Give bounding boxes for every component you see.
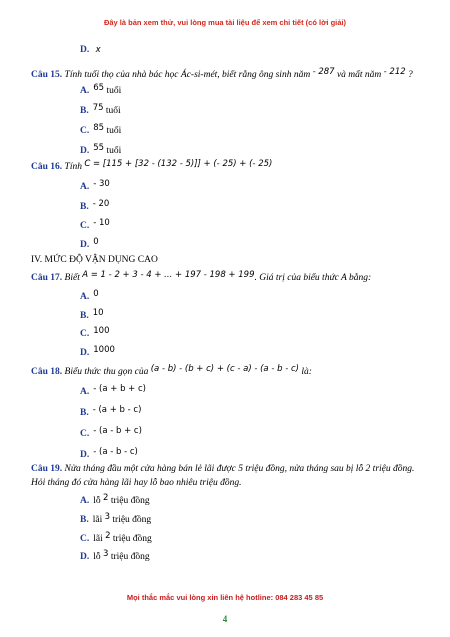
option-text: lỗ: [93, 496, 101, 506]
option-label: D.: [80, 348, 90, 358]
q19-option-c: [80, 531, 152, 544]
question-text: Tính: [64, 162, 82, 172]
option-label: D.: [80, 240, 90, 250]
option-label: A.: [80, 496, 90, 506]
page-header: Đây là bản xem thử, vui lòng mua tài liệu để xem chi tiết (có lời giải): [103, 18, 347, 27]
q17-option-a: [80, 289, 99, 302]
option-label: A.: [80, 86, 90, 96]
option-value: x: [95, 45, 101, 55]
option-label: C.: [80, 329, 90, 339]
q18-option-d: [80, 447, 138, 460]
option-value: 10: [92, 308, 104, 318]
option-unit: triệu đồng: [112, 534, 152, 544]
question-text: Biết: [64, 273, 80, 283]
option-value: - 20: [92, 199, 110, 209]
option-value: - 30: [93, 179, 110, 189]
option-label: B.: [80, 408, 89, 418]
option-label: C.: [80, 429, 90, 439]
death-year: - 212: [383, 67, 406, 77]
q18-option-a: [80, 384, 146, 397]
option-value: 0: [93, 237, 99, 247]
q16-option-c: [80, 218, 110, 231]
option-unit: tuổi: [106, 126, 122, 136]
option-value: - (a - b + c): [93, 426, 142, 436]
option-label: D.: [80, 552, 90, 562]
q16-option-d: [80, 237, 99, 250]
q19-option-a: [80, 493, 150, 506]
expression: C = [115 + [32 - (132 - 5)]] + (- 25) + (- 25): [84, 159, 273, 169]
option-value: - (a - b - c): [93, 447, 138, 457]
option-label: D.: [80, 146, 90, 156]
q19-stem: [31, 462, 421, 490]
option-number: 3: [104, 512, 111, 522]
option-label: A.: [80, 387, 90, 397]
expression: A = 1 - 2 + 3 - 4 + ... + 197 - 198 + 199: [82, 270, 255, 280]
section-heading: IV. MỨC ĐỘ VẬN DỤNG CAO: [31, 255, 158, 265]
option-value: - (a + b - c): [92, 405, 142, 415]
option-unit: triệu đồng: [112, 515, 152, 525]
q16-option-b: [80, 199, 110, 212]
option-label: B.: [80, 515, 89, 525]
question-label: Câu 15.: [31, 70, 63, 80]
question-label: Câu 19.: [31, 464, 63, 474]
option-unit: triệu đồng: [110, 552, 150, 562]
q18-stem: [31, 364, 312, 377]
option-label: C.: [80, 534, 90, 544]
q19-option-b: [80, 512, 152, 525]
q17-stem: [31, 270, 372, 283]
question-text: là:: [301, 367, 312, 377]
question-text: Tính tuổi thọ của nhà bác học Ác-si-mét, biết rằng ông sinh năm: [64, 70, 311, 80]
q15-option-d: [80, 143, 122, 156]
q19-option-d: [80, 549, 150, 562]
option-label: B.: [80, 202, 89, 212]
option-label: D.: [80, 45, 90, 55]
q15-stem: [31, 67, 413, 80]
option-label: C.: [80, 221, 90, 231]
q15-option-c: [80, 123, 122, 136]
birth-year: - 287: [312, 67, 335, 77]
question-text: . Giá trị của biểu thức A bằng:: [254, 273, 372, 283]
q17-option-b: [80, 308, 104, 321]
q18-option-b: [80, 405, 142, 418]
option-text: lãi: [92, 515, 103, 525]
option-value: 1000: [93, 345, 115, 355]
q16-stem: [31, 159, 273, 172]
option-label: B.: [80, 311, 89, 321]
option-number: 75: [92, 103, 104, 113]
option-label: A.: [80, 182, 90, 192]
question-text: và mất năm: [336, 70, 382, 80]
option-value: 0: [93, 289, 99, 299]
expression: (a - b) - (b + c) + (c - a) - (a - b - c): [150, 364, 299, 374]
option-label: D.: [80, 450, 90, 460]
q16-option-a: [80, 179, 110, 192]
option-unit: tuổi: [106, 146, 122, 156]
option-number: 3: [103, 549, 109, 559]
question-label: Câu 17.: [31, 273, 63, 283]
option-unit: triệu đồng: [110, 496, 150, 506]
option-label: B.: [80, 106, 89, 116]
question-text: ?: [408, 70, 413, 80]
page-number: 4: [222, 614, 228, 624]
option-text: lỗ: [93, 552, 101, 562]
option-text: lãi: [93, 534, 103, 544]
option-label: C.: [80, 126, 90, 136]
q15-option-a: [80, 83, 122, 96]
option-number: 2: [105, 531, 111, 541]
option-label: A.: [80, 292, 90, 302]
option-value: 100: [93, 326, 110, 336]
option-number: 55: [93, 143, 105, 153]
page-footer: Mọi thắc mắc vui lòng xin liên hệ hotline: 084 283 45 85: [126, 593, 324, 602]
option-number: 2: [103, 493, 109, 503]
question-label: Câu 18.: [31, 367, 63, 377]
q18-option-c: [80, 426, 142, 439]
option-value: - (a + b + c): [93, 384, 146, 394]
q17-option-c: [80, 326, 110, 339]
option-value: - 10: [93, 218, 110, 228]
question-label: Câu 16.: [31, 162, 63, 172]
option-number: 65: [93, 83, 105, 93]
option-unit: tuổi: [105, 106, 121, 116]
option-unit: tuổi: [106, 86, 122, 96]
question-text: Biểu thức thu gọn của: [64, 367, 149, 377]
option-number: 85: [93, 123, 105, 133]
q15-option-b: [80, 103, 121, 116]
q17-option-d: [80, 345, 115, 358]
q14-option-d: [80, 45, 101, 55]
question-text: Nửa tháng đầu một cửa hàng bán lẻ lãi được 5 triệu đồng, nửa tháng sau bị lỗ 2 triệu đồng. Hỏi tháng đó cửa hàng lãi hay lỗ bao nhiêu triệu đồng.: [31, 464, 415, 488]
